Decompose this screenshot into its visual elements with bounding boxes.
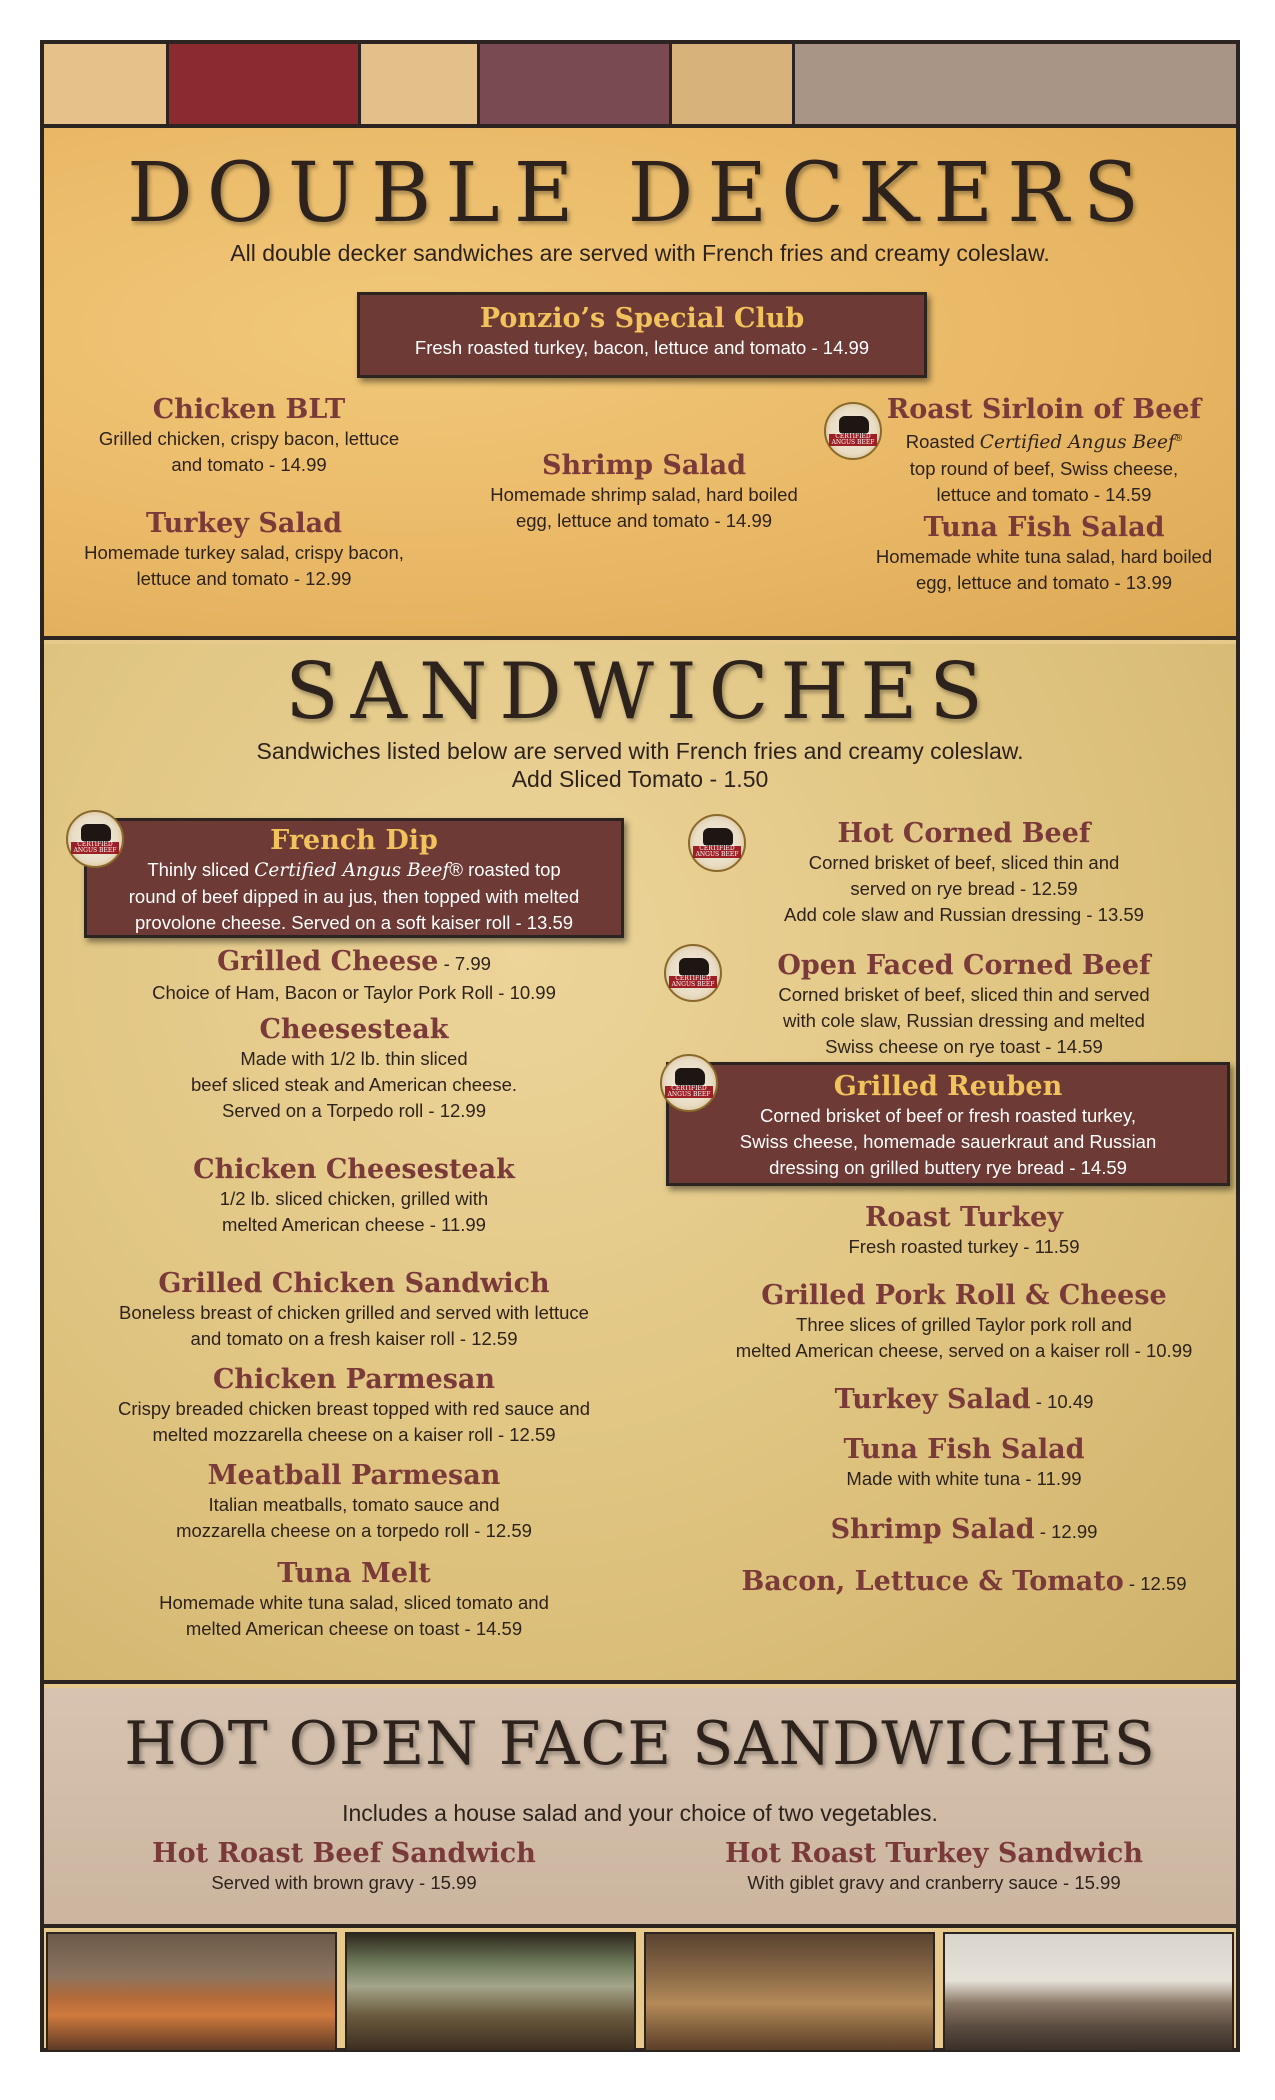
item-name: Meatball Parmesan (207, 1460, 501, 1491)
item-desc: Roasted Certified Angus Beef® (905, 431, 1183, 454)
item-name: Hot Roast Beef Sandwich (152, 1838, 536, 1869)
item-desc: Swiss cheese on rye toast - 14.59 (825, 1036, 1103, 1057)
item-name: Tuna Fish Salad (923, 512, 1165, 543)
menu-item (684, 1566, 1244, 1600)
swatch (361, 44, 480, 124)
color-swatch-bar (44, 44, 1236, 128)
menu-item (94, 946, 614, 1006)
item-name: Turkey Salad - 10.49 (834, 1384, 1094, 1415)
item-name: Shrimp Salad - 12.99 (830, 1514, 1098, 1545)
swatch (169, 44, 361, 124)
badge-label: CERTIFIED ANGUS BEEF (71, 842, 119, 854)
item-desc: Grilled chicken, crispy bacon, lettuce (98, 428, 400, 449)
item-desc: top round of beef, Swiss cheese, (909, 458, 1179, 480)
item-desc: Made with 1/2 lb. thin sliced (240, 1048, 468, 1069)
item-desc: Fresh roasted turkey - 11.59 (848, 1236, 1080, 1257)
item-name: Shrimp Salad (541, 450, 747, 481)
item-name: Cheesesteak (259, 1014, 449, 1045)
item-desc: Homemade white tuna salad, sliced tomato and (159, 1592, 549, 1613)
menu-item (704, 1434, 1224, 1492)
cow-icon (839, 416, 869, 434)
item-desc: 1/2 lb. sliced chicken, grilled with (219, 1188, 489, 1209)
section-title: DOUBLE DECKERS (126, 146, 1154, 241)
restaurant-photo-strip (44, 1932, 1236, 2052)
section-subtitle: Add Sliced Tomato - 1.50 (511, 766, 769, 792)
menu-item (704, 1280, 1224, 1364)
menu-item (874, 394, 1214, 508)
item-desc: melted American cheese - 11.99 (222, 1214, 486, 1235)
swatch (480, 44, 672, 124)
double-deckers-section (44, 128, 1236, 640)
menu-item (464, 450, 824, 534)
item-desc: melted American cheese, served on a kaiser roll - 10.99 (735, 1340, 1193, 1361)
menu-item (704, 818, 1224, 928)
item-desc: With giblet gravy and cranberry sauce - 15.99 (747, 1872, 1121, 1893)
menu-item (94, 1558, 614, 1642)
badge-label: CERTIFIED ANGUS BEEF (669, 976, 717, 988)
cow-icon (81, 824, 111, 842)
item-desc: provolone cheese. Served on a soft kaiser roll - 13.59 (134, 912, 574, 933)
item-desc: mozzarella cheese on a torpedo roll - 12.59 (176, 1520, 532, 1541)
item-desc: Italian meatballs, tomato sauce and (208, 1494, 500, 1515)
item-desc: Three slices of grilled Taylor pork roll and (796, 1314, 1132, 1335)
menu-item (94, 1364, 614, 1448)
menu-item (94, 1460, 614, 1544)
item-name: Grilled Pork Roll & Cheese (761, 1280, 1167, 1311)
item-desc: Homemade white tuna salad, hard boiled (875, 546, 1213, 567)
special-club-box (357, 292, 927, 378)
menu-item (74, 508, 414, 592)
badge-label: CERTIFIED ANGUS BEEF (829, 434, 877, 446)
section-subtitle: Sandwiches listed below are served with French fries and creamy coleslaw. (256, 738, 1024, 764)
item-desc: Crispy breaded chicken breast topped with red sauce and (117, 1398, 591, 1419)
item-desc: Served with brown gravy - 15.99 (211, 1872, 477, 1893)
swatch (672, 44, 795, 124)
french-dip-box (84, 818, 624, 938)
menu-item (854, 512, 1234, 596)
item-desc: Corned brisket of beef or fresh roasted turkey, (759, 1105, 1136, 1126)
menu-item (704, 1514, 1224, 1548)
item-name: Hot Roast Turkey Sandwich (725, 1838, 1143, 1869)
item-desc: Homemade turkey salad, crispy bacon, (84, 542, 404, 563)
item-name: Chicken BLT (152, 394, 346, 425)
menu-item (114, 1838, 574, 1896)
dining-booths-photo (644, 1932, 935, 2052)
restaurant-exterior-photo (943, 1932, 1234, 2052)
certified-angus-beef-badge (66, 810, 124, 868)
item-name: Roast Turkey (864, 1202, 1064, 1233)
item-name: Hot Corned Beef (837, 818, 1091, 849)
menu-page (40, 40, 1240, 2052)
grilled-reuben-box (666, 1062, 1230, 1186)
item-name: Grilled Chicken Sandwich (158, 1268, 550, 1299)
menu-item (84, 394, 414, 478)
item-name: Chicken Cheesesteak (193, 1154, 515, 1185)
item-desc: Corned brisket of beef, sliced thin and (808, 852, 1120, 873)
dining-counter-photo (345, 1932, 636, 2052)
item-name: Bacon, Lettuce & Tomato - 12.59 (741, 1566, 1187, 1597)
item-desc: Boneless breast of chicken grilled and served with lettuce (119, 1302, 589, 1323)
item-name: Open Faced Corned Beef (777, 950, 1151, 981)
item-desc: dressing on grilled buttery rye bread - 14.59 (769, 1157, 1127, 1178)
menu-item (694, 1838, 1174, 1896)
item-desc: with cole slaw, Russian dressing and melted (783, 1010, 1145, 1031)
item-desc: Choice of Ham, Bacon or Taylor Pork Roll - 10.99 (152, 982, 556, 1003)
item-desc: Homemade shrimp salad, hard boiled (490, 484, 798, 505)
item-desc: egg, lettuce and tomato - 13.99 (915, 572, 1173, 593)
certified-angus-beef-badge (660, 1054, 718, 1112)
item-desc: melted mozzarella cheese on a kaiser roll - 12.59 (152, 1424, 556, 1445)
menu-item (704, 950, 1224, 1060)
swatch (795, 44, 1236, 124)
badge-label: CERTIFIED ANGUS BEEF (665, 1086, 713, 1098)
section-title: SANDWICHES (285, 647, 995, 737)
item-desc: beef sliced steak and American cheese. (191, 1074, 517, 1095)
dining-room-photo (46, 1932, 337, 2052)
item-desc: lettuce and tomato - 12.99 (136, 568, 352, 589)
item-desc: Served on a Torpedo roll - 12.99 (222, 1100, 486, 1121)
item-name: Turkey Salad (145, 508, 343, 539)
item-name: Ponzio’s Special Club (479, 303, 805, 334)
cow-icon (675, 1068, 705, 1086)
item-desc: melted American cheese on toast - 14.59 (185, 1618, 523, 1639)
item-desc: Made with white tuna - 11.99 (846, 1468, 1082, 1489)
menu-item (94, 1014, 614, 1124)
badge-label: CERTIFIED ANGUS BEEF (693, 846, 741, 858)
section-subtitle: All double decker sandwiches are served with French fries and creamy coleslaw. (230, 240, 1050, 266)
menu-item (94, 1154, 614, 1238)
section-title: HOT OPEN FACE SANDWICHES (124, 1709, 1156, 1779)
item-name: Chicken Parmesan (212, 1364, 496, 1395)
item-desc: served on rye bread - 12.59 (850, 878, 1078, 899)
item-name: Grilled Reuben (833, 1071, 1063, 1102)
item-desc: and tomato - 14.99 (171, 454, 327, 475)
item-desc: Add cole slaw and Russian dressing - 13.59 (784, 904, 1144, 925)
item-name: Grilled Cheese - 7.99 (217, 946, 491, 977)
item-desc: round of beef dipped in au jus, then topped with melted (128, 886, 580, 907)
menu-item (704, 1384, 1224, 1418)
item-desc: Swiss cheese, homemade sauerkraut and Russian (739, 1131, 1157, 1152)
item-desc: Corned brisket of beef, sliced thin and served (778, 984, 1150, 1005)
item-desc: and tomato on a fresh kaiser roll - 12.59 (190, 1328, 518, 1349)
item-desc: Thinly sliced Certified Angus Beef® roasted top (147, 859, 561, 881)
item-desc: egg, lettuce and tomato - 14.99 (515, 510, 773, 531)
item-name: Tuna Melt (277, 1558, 431, 1589)
sandwiches-section (44, 644, 1236, 1684)
item-name: Roast Sirloin of Beef (886, 394, 1202, 425)
hot-open-face-section (44, 1688, 1236, 1928)
item-desc: lettuce and tomato - 14.59 (936, 484, 1152, 506)
swatch (44, 44, 169, 124)
item-desc: Fresh roasted turkey, bacon, lettuce and tomato - 14.99 (414, 337, 870, 358)
menu-item (94, 1268, 614, 1352)
section-subtitle: Includes a house salad and your choice of two vegetables. (342, 1800, 938, 1826)
item-name: Tuna Fish Salad (843, 1434, 1085, 1465)
menu-item (704, 1202, 1224, 1260)
item-name: French Dip (270, 825, 438, 856)
